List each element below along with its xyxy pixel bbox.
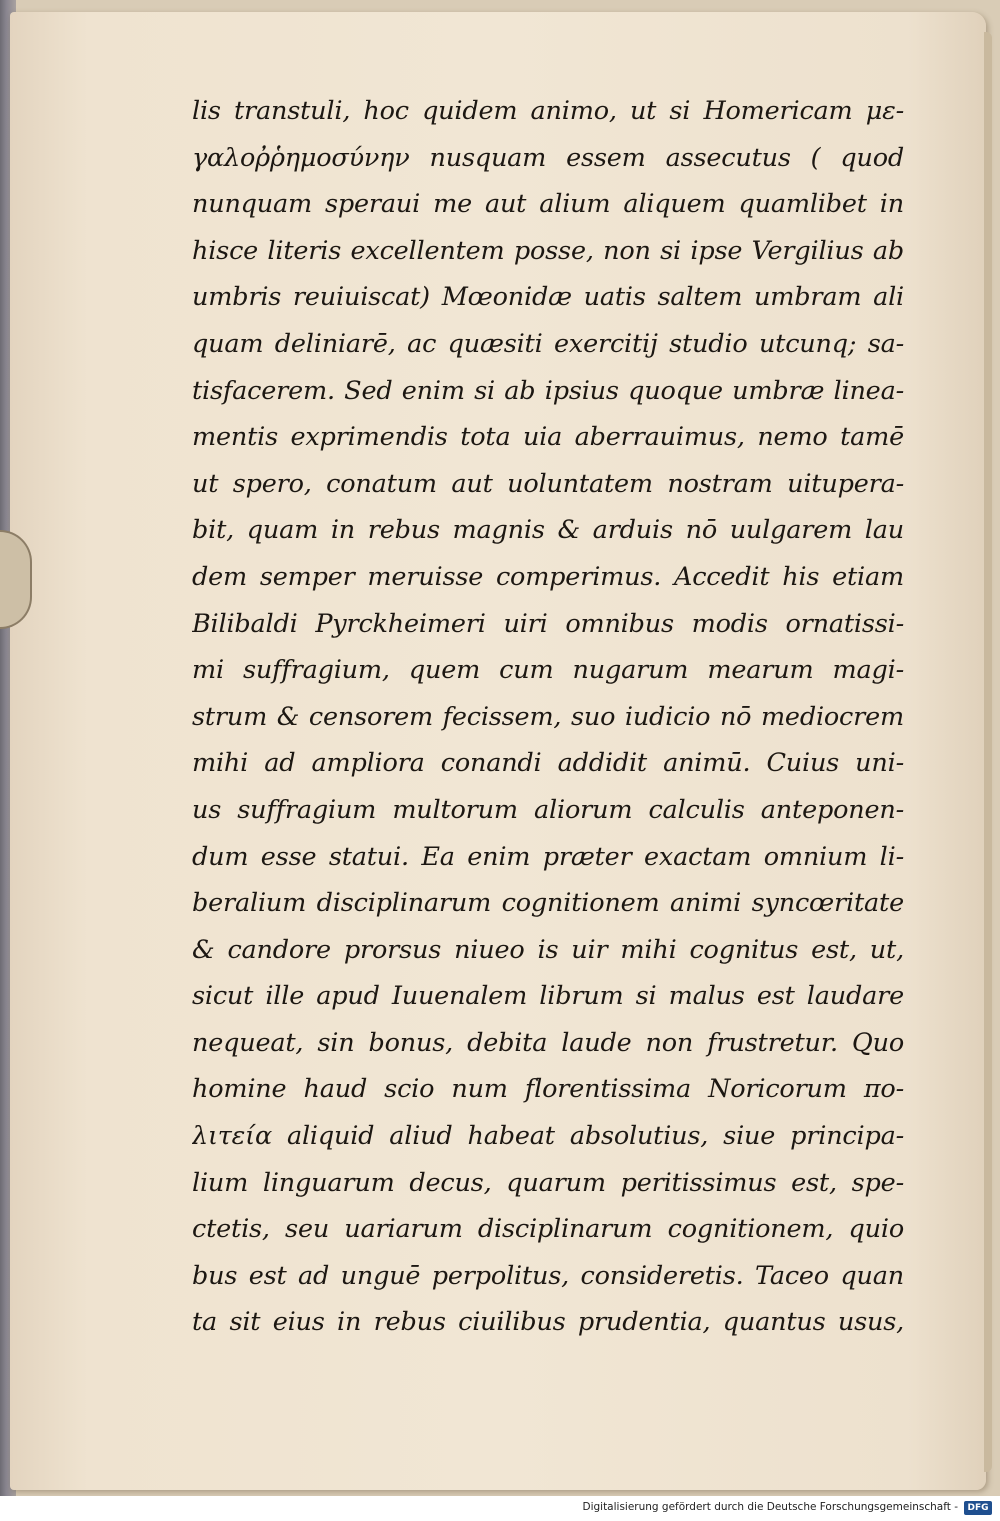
text-line: homine haud scio num florentissima Noricorum πο- [192, 1074, 904, 1105]
body-text [192, 88, 904, 1346]
text-line: ta sit eius in rebus ciuilibus prudentia, quantus usus, [192, 1307, 904, 1338]
text-line: mentis exprimendis tota uia aberrauimus, nemo tamē [192, 422, 904, 453]
text-line: us suffragium multorum aliorum calculis anteponen- [192, 794, 904, 825]
text-line: lis transtuli, hoc quidem animo, ut si Homericam με- [192, 96, 904, 126]
text-line: mihi ad ampliora conandi addidit animū. Cuius uni- [192, 748, 904, 779]
text-line: sicut ille apud Iuuenalem librum si malus est laudare [192, 981, 904, 1012]
text-line: mi suffragium, quem cum nugarum mearum magi- [192, 655, 904, 686]
text-line: Bilibaldi Pyrckheimeri uiri omnibus modis ornatissi- [192, 608, 904, 639]
footer-bar [0, 1496, 1000, 1521]
text-line: bit, quam in rebus magnis & arduis nō uulgarem lau [192, 515, 904, 546]
text-line: lium linguarum decus, quarum peritissimus est, spe- [192, 1167, 904, 1198]
text-line: ctetis, seu uariarum disciplinarum cognitionem, quio [192, 1214, 904, 1245]
text-line: strum & censorem fecissem, suo iudicio nō mediocrem [192, 701, 904, 732]
text-line: γαλοῤῥημοσύνην nusquam essem assecutus ( quod [192, 142, 904, 173]
text-line: & candore prorsus niueo is uir mihi cognitus est, ut, [192, 934, 904, 965]
text-line: dem semper meruisse comperimus. Accedit his etiam [192, 561, 904, 592]
funding-credit: Digitalisierung gefördert durch die Deutsche Forschungsgemeinschaft - [582, 1501, 958, 1513]
text-line: nunquam speraui me aut alium aliquem quamlibet in [192, 189, 904, 220]
text-line: λιτεία aliquid aliud habeat absolutius, siue principa- [192, 1121, 904, 1152]
text-line: tisfacerem. Sed enim si ab ipsius quoque umbræ linea- [192, 375, 904, 406]
text-line: umbris reuiuiscat) Mœonidæ uatis saltem umbram ali [192, 282, 904, 313]
text-line: bus est ad unguē perpolitus, consideretis. Taceo quan [192, 1260, 904, 1291]
text-line: nequeat, sin bonus, debita laude non frustretur. Quo [192, 1027, 904, 1058]
text-line: quam deliniarē, ac quæsiti exercitij studio utcunq; sa- [192, 328, 904, 359]
text-line: ut spero, conatum aut uoluntatem nostram uitupera- [192, 468, 904, 499]
page-edge [984, 32, 992, 1472]
text-line: dum esse statui. Ea enim præter exactam omnium li- [192, 841, 904, 872]
text-line: beralium disciplinarum cognitionem animi syncœritate [192, 888, 904, 919]
dfg-logo: DFG [964, 1501, 992, 1515]
text-line: hisce literis excellentem posse, non si ipse Vergilius ab [192, 235, 904, 266]
